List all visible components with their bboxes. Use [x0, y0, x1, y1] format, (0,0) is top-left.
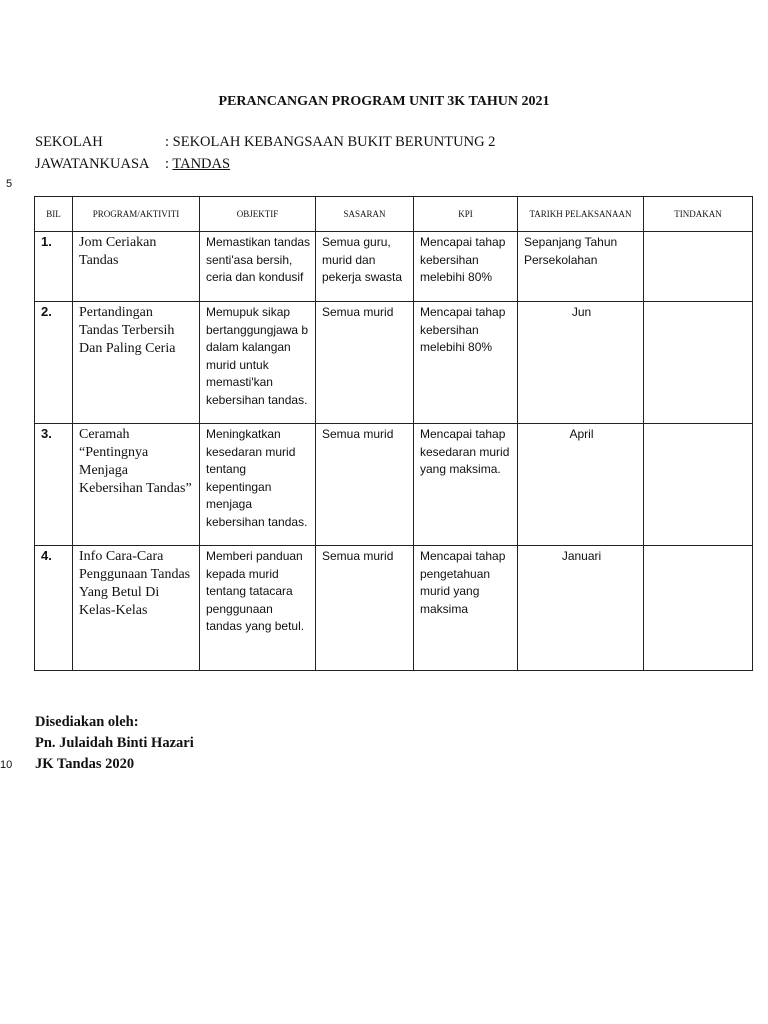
row-tarikh: Januari — [518, 546, 644, 671]
row-tarikh: Sepanjang Tahun Persekolahan — [518, 232, 644, 302]
table-row — [35, 424, 753, 546]
row-program: Jom Ceriakan Tandas — [73, 232, 200, 302]
row-tarikh: Jun — [518, 302, 644, 424]
table-row — [35, 302, 753, 424]
row-tarikh: April — [518, 424, 644, 546]
preparer-name: Pn. Julaidah Binti Hazari — [35, 735, 194, 751]
row-tindakan — [644, 546, 753, 671]
header-tarikh: TARIKH PELAKSANAAN — [518, 197, 644, 232]
row-program: Ceramah “Pentingnya Menjaga Kebersihan Tandas” — [73, 424, 200, 546]
table-row — [35, 232, 753, 302]
header-objektif: OBJEKTIF — [200, 197, 316, 232]
committee-prefix: : — [165, 156, 173, 172]
row-tindakan — [644, 302, 753, 424]
row-kpi: Mencapai tahap pengetahuan murid yang maksima — [414, 546, 518, 671]
header-bil: BIL — [35, 197, 73, 232]
school-row — [35, 134, 495, 151]
line-number-5: 5 — [6, 178, 13, 190]
school-label: SEKOLAH — [35, 134, 103, 150]
committee-value: TANDAS — [172, 156, 231, 172]
committee-label: JAWATANKUASA — [35, 156, 150, 172]
row-tindakan — [644, 424, 753, 546]
program-table — [34, 196, 753, 671]
row-sasaran: Semua murid — [316, 302, 414, 424]
row-program: Pertandingan Tandas Terbersih Dan Paling Ceria — [73, 302, 200, 424]
table-header-row — [35, 197, 753, 232]
row-objektif: Memastikan tandas senti'asa bersih, ceria dan kondusif — [200, 232, 316, 302]
school-value: : SEKOLAH KEBANGSAAN BUKIT BERUNTUNG 2 — [165, 134, 496, 150]
header-tindakan: TINDAKAN — [644, 197, 753, 232]
header-program: PROGRAM/AKTIVITI — [73, 197, 200, 232]
row-number: 1. — [35, 232, 73, 302]
row-number: 4. — [35, 546, 73, 671]
row-sasaran: Semua murid — [316, 424, 414, 546]
row-sasaran: Semua guru, murid dan pekerja swasta — [316, 232, 414, 302]
row-objektif: Meningkatkan kesedaran murid tentang kepentingan menjaga kebersihan tandas. — [200, 424, 316, 546]
row-number: 3. — [35, 424, 73, 546]
prepared-by-label: Disediakan oleh: — [35, 714, 139, 730]
document-title: PERANCANGAN PROGRAM UNIT 3K TAHUN 2021 — [218, 94, 550, 109]
row-program: Info Cara-Cara Penggunaan Tandas Yang Betul Di Kelas-Kelas — [73, 546, 200, 671]
header-sasaran: SASARAN — [316, 197, 414, 232]
table-row — [35, 546, 753, 671]
row-sasaran: Semua murid — [316, 546, 414, 671]
row-tindakan — [644, 232, 753, 302]
row-kpi: Mencapai tahap kebersihan melebihi 80% — [414, 302, 518, 424]
row-kpi: Mencapai tahap kesedaran murid yang maksima. — [414, 424, 518, 546]
header-kpi: KPI — [414, 197, 518, 232]
row-kpi: Mencapai tahap kebersihan melebihi 80% — [414, 232, 518, 302]
preparer-role: JK Tandas 2020 — [35, 756, 135, 772]
row-objektif: Memberi panduan kepada murid tentang tatacara penggunaan tandas yang betul. — [200, 546, 316, 671]
line-number-10: 10 — [0, 759, 13, 771]
committee-row — [35, 156, 230, 173]
row-number: 2. — [35, 302, 73, 424]
row-objektif: Memupuk sikap bertanggungjawa b dalam kalangan murid untuk memasti'kan kebersihan tandas. — [200, 302, 316, 424]
